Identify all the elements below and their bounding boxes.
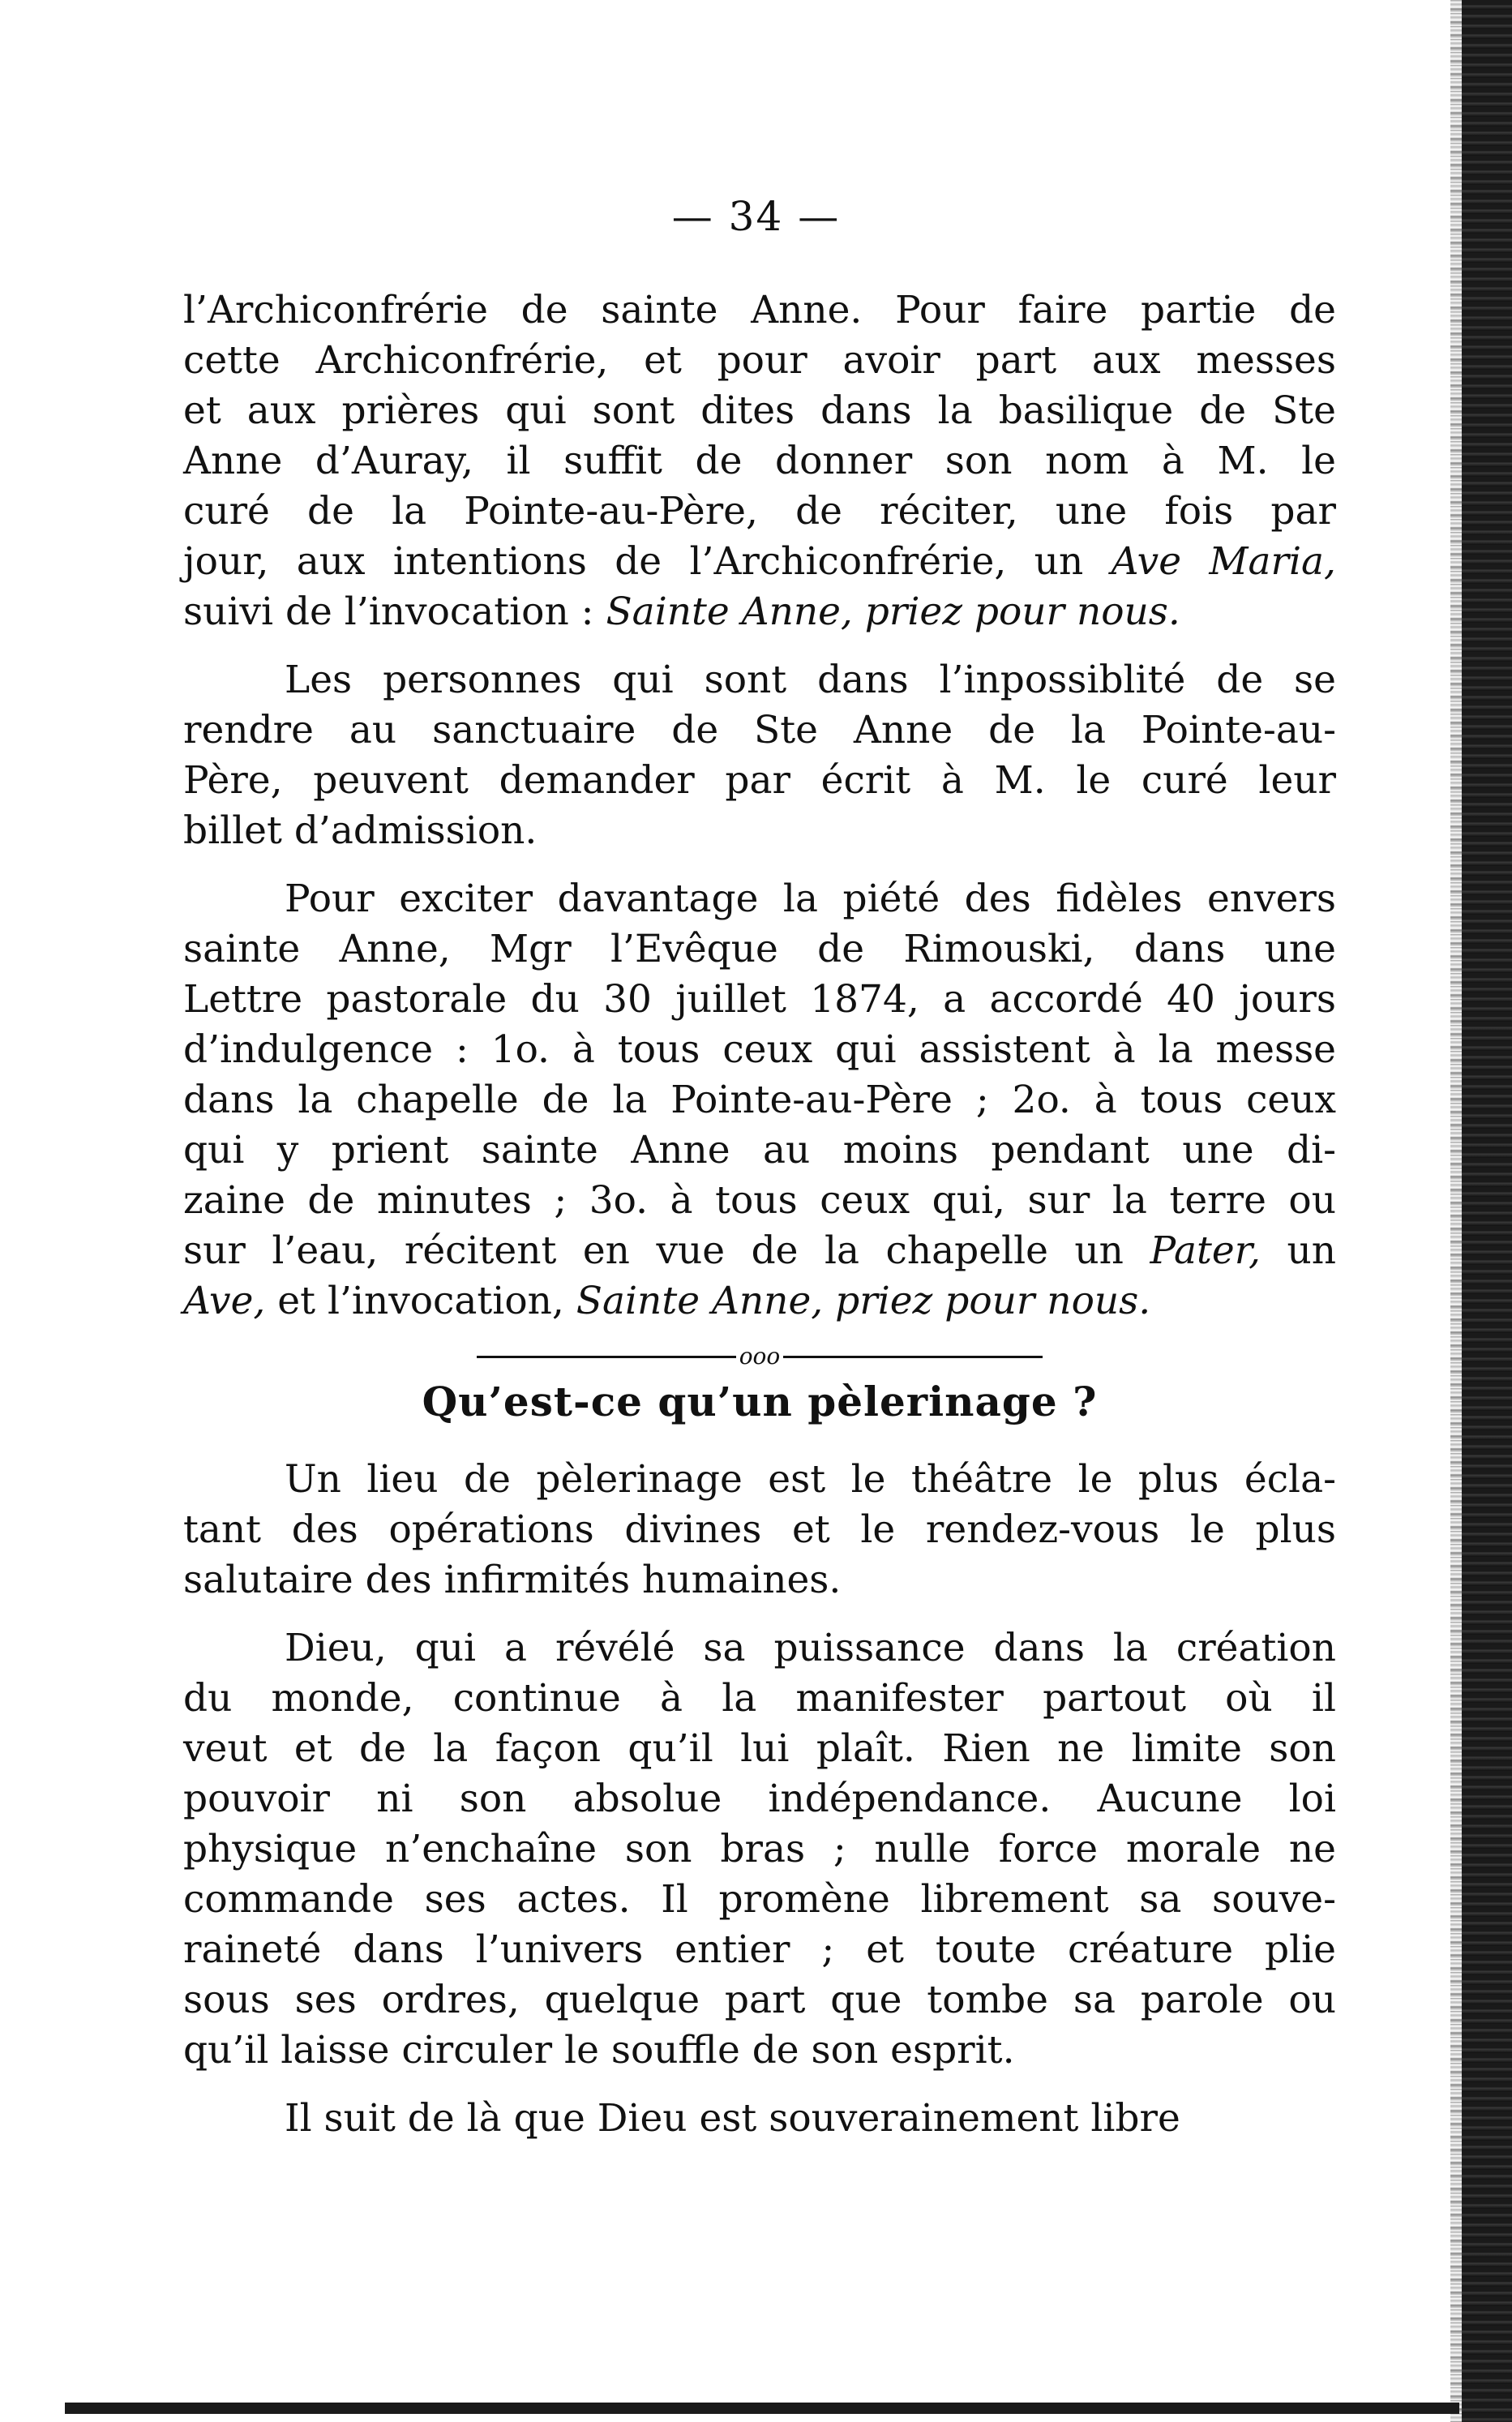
text-run: un <box>1287 1228 1336 1273</box>
text-line: Anne d’Auray, il suffit de donner son nom à M. le <box>183 439 1336 483</box>
italic-run: Sainte Anne, priez pour nous. <box>606 589 1180 634</box>
italic-run: Sainte Anne, priez pour nous. <box>576 1279 1151 1323</box>
text-line: tant des opérations divines et le rendez-vous le plus <box>183 1507 1336 1552</box>
text-line: Lettre pastorale du 30 juillet 1874, a accordé 40 jours <box>183 977 1336 1022</box>
text-line-mixed <box>183 537 1336 587</box>
paragraph-3 <box>183 874 1336 1327</box>
section-separator <box>183 1344 1336 1369</box>
paragraph-4 <box>183 1455 1336 1605</box>
text-line: zaine de minutes ; 3o. à tous ceux qui, sur la terre ou <box>183 1178 1336 1223</box>
text-line-mixed <box>183 1276 1336 1327</box>
text-line: Les personnes qui sont dans l’inpossiblité de se <box>285 658 1336 702</box>
text-line: veut et de la façon qu’il lui plaît. Rien ne limite son <box>183 1726 1336 1771</box>
paragraph-5 <box>183 1623 1336 2076</box>
text-line: du monde, continue à la manifester partout où il <box>183 1676 1336 1721</box>
text-line: commande ses actes. Il promène librement sa souve- <box>183 1877 1336 1922</box>
text-line-mixed <box>183 1226 1336 1276</box>
page-number: — 34 — <box>671 193 841 240</box>
paragraph-6 <box>183 2094 1336 2144</box>
italic-run: Pater, <box>1150 1228 1261 1273</box>
text-line: dans la chapelle de la Pointe-au-Père ; 2o. à tous ceux <box>183 1078 1336 1122</box>
scan-edge-right <box>1462 0 1512 2422</box>
text-line: salutaire des infirmités humaines. <box>183 1558 842 1602</box>
italic-run: Ave, <box>183 1279 266 1323</box>
text-line: physique n’enchaîne son bras ; nulle force morale ne <box>183 1827 1336 1871</box>
text-line: billet d’admission. <box>183 808 538 853</box>
text-line: pouvoir ni son absolue indépendance. Aucune loi <box>183 1777 1336 1821</box>
text-line: raineté dans l’univers entier ; et toute créature plie <box>183 1927 1336 1972</box>
text-line: d’indulgence : 1o. à tous ceux qui assistent à la messe <box>183 1027 1336 1072</box>
text-line: qui y prient sainte Anne au moins pendant une di- <box>183 1128 1336 1172</box>
text-line-mixed <box>183 587 1336 637</box>
text-run: jour, aux intentions de l’Archiconfrérie, un <box>183 539 1084 584</box>
text-line: Il suit de là que Dieu est souverainement libre <box>285 2096 1180 2141</box>
text-line: sainte Anne, Mgr l’Evêque de Rimouski, dans une <box>183 927 1336 971</box>
text-line: Un lieu de pèlerinage est le théâtre le plus écla- <box>285 1457 1336 1502</box>
separator-rule-left <box>477 1356 736 1358</box>
scan-edge-bottom <box>65 2403 1459 2414</box>
text-line: Père, peuvent demander par écrit à M. le curé leur <box>183 758 1336 803</box>
separator-mark: ooo <box>739 1343 781 1370</box>
separator-rule-right <box>783 1356 1043 1358</box>
text-line: cette Archiconfrérie, et pour avoir part aux messes <box>183 338 1336 383</box>
text-run: suivi de l’invocation : <box>183 589 594 634</box>
text-line: curé de la Pointe-au-Père, de réciter, une fois par <box>183 489 1336 534</box>
text-run: et l’invocation, <box>277 1279 564 1323</box>
text-line: rendre au sanctuaire de Ste Anne de la Pointe-au- <box>183 708 1336 752</box>
text-line: l’Archiconfrérie de sainte Anne. Pour faire partie de <box>183 288 1336 332</box>
text-line: et aux prières qui sont dites dans la basilique de Ste <box>183 388 1336 433</box>
body-text <box>183 285 1336 2162</box>
text-line: qu’il laisse circuler le souffle de son esprit. <box>183 2028 1015 2073</box>
italic-run: Ave Maria, <box>1111 539 1336 584</box>
paragraph-2 <box>183 655 1336 856</box>
text-line: Dieu, qui a révélé sa puissance dans la création <box>285 1626 1336 1670</box>
text-line: Pour exciter davantage la piété des fidèles envers <box>285 877 1336 921</box>
paragraph-1 <box>183 285 1336 637</box>
text-run: sur l’eau, récitent en vue de la chapelle un <box>183 1228 1124 1273</box>
section-heading: Qu’est-ce qu’un pèlerinage ? <box>422 1378 1098 1425</box>
text-line: sous ses ordres, quelque part que tombe sa parole ou <box>183 1978 1336 2022</box>
